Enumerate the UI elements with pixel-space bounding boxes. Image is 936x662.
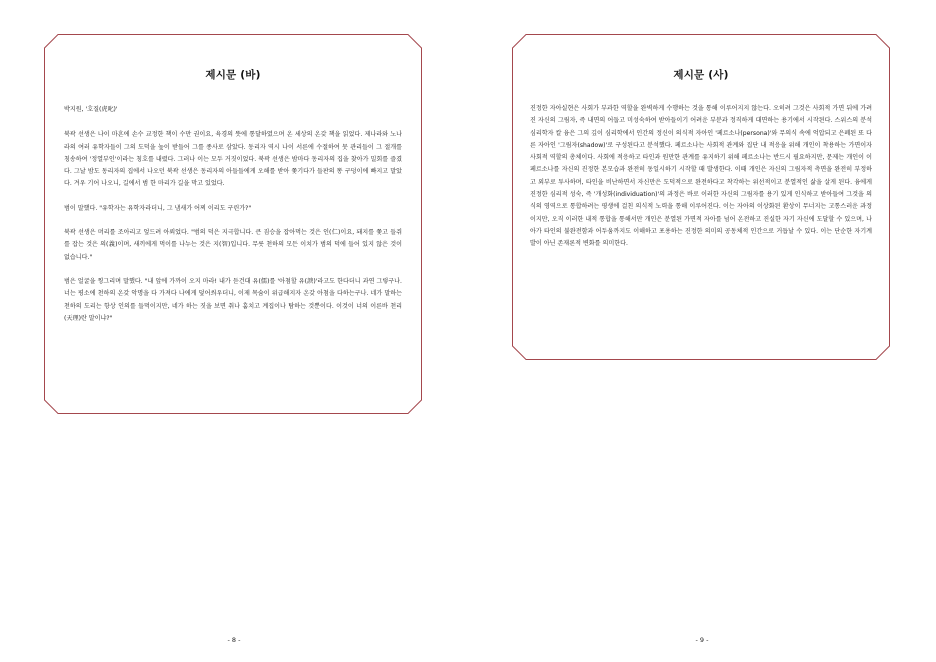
paragraph: 북곽 선생은 머리를 조아리고 엎드려 아뢰었다. "범의 덕은 지극합니다. 큰 짐승을 잡아먹는 것은 인(仁)이요, 돼지를 쫓고 들쥐를 잡는 것은 의(義)이며, 새끼에게 먹이를 나누는 것은 지(智)입니다. 무릇 천하의 모든 이치가 범의 덕에 들어 있지 않은 것이 없습니다." — [64, 229, 402, 261]
paragraph: 범은 얼굴을 찡그리며 말했다. "내 앞에 가까이 오지 마라! 내가 듣건대 유(儒)를 '아첨할 유(諛)'라고도 한다더니 과연 그렇구나. 너는 평소에 천하의 온갖 악명을 다 가져다 나에게 덮어씌우더니, 이제 목숨이 위급해지자 온갖 아첨을 다하는구나. 네가 말하는 천하의 도리는 항상 인의를 들먹이지만, 네가 하는 짓을 보면 취나 훔치고 계집이나 탐하는 것뿐이다. 이것이 너의 이른바 천리(天理)란 말이냐?" — [64, 277, 402, 322]
right-page — [468, 0, 936, 662]
passage-body — [530, 103, 872, 251]
page-number: - 9 - — [695, 636, 709, 644]
paragraph: 진정한 자아실현은 사회가 부과한 역할을 완벽하게 수행하는 것을 통해 이루어지지 않는다. 오히려 그것은 사회적 가면 뒤에 가려진 자신의 그림자, 즉 내면의 어둡고 미성숙하여 받아들이기 어려운 부분과 정직하게 대면하는 용기에서 시작된다. 스위스의 분석심리학자 칼 융은 그의 깊이 심리학에서 인간의 정신이 의식적 자아인 '페르소나(persona)'와 무의식 속에 억압되고 은폐된 또 다른 자아인 '그림자(shadow)'로 구성된다고 분석했다. 페르소나는 사회적 관계와 집단 내 적응을 위해 개인이 착용하는 가면이자 사회적 역할의 총체이다. 사회에 적응하고 타인과 원만한 관계를 유지하기 위해 페르소나는 반드시 필요하지만, 문제는 개인이 이 페르소나를 자신의 진정한 본모습과 완전히 동일시하기 시작할 때 발생한다. 이때 개인은 자신의 그림자적 측면을 완전히 부정하고 외부로 투사하며, 타인을 비난하면서 자신만은 도덕적으로 완전하다고 착각하는 위선적이고 분열적인 삶을 살게 된다. 융에게 진정한 심리적 성숙, 즉 '개성화(individuation)'의 과정은 바로 이러한 자신의 그림자를 용기 있게 인식하고 받아들여 그것을 의식의 영역으로 통합하려는 평생에 걸친 의식적 노력을 통해 이루어진다. 이는 자아의 이상화된 환상이 무너지는 고통스러운 과정이지만, 오직 이러한 내적 통합을 통해서만 개인은 분열된 가면적 자아를 넘어 온전하고 진실한 자기 자신에 도달할 수 있으며, 나아가 타인의 불완전함과 어두움까지도 이해하고 포용하는 진정한 의미의 공동체적 인간으로 거듭날 수 있다. 이는 단순한 자기계발이 아닌 존재론적 변화를 의미한다. — [530, 105, 872, 248]
page-title: 제시문 (사) — [673, 69, 729, 81]
page-title: 제시문 (바) — [205, 69, 261, 81]
passage-card-sa — [512, 34, 890, 360]
passage-card-ba — [44, 34, 422, 414]
paragraph: 범이 말했다. "유학자는 유학자라더니, 그 냄새가 어찌 이리도 구린가?" — [64, 204, 252, 212]
source-line: 박지원, '호질(虎叱)' — [64, 106, 118, 113]
page-number: - 8 - — [227, 636, 241, 644]
paragraph: 북곽 선생은 나이 마흔에 손수 교정한 책이 수만 권이요, 육경의 뜻에 통달하였으며 온 세상의 온갖 책을 읽었다. 제나라와 노나라의 여러 유학자들이 그의 도덕을 높이 받들어 그를 종사로 삼았다. 동리자 역시 나이 서른에 수절하여 뭇 관리들이 그 절개를 칭송하여 '정열부인'이라는 칭호를 내렸다. 그러나 이는 모두 거짓이었다. 북곽 선생은 밤마다 동리자의 집을 찾아가 밀회를 즐겼다. 그날 밤도 동리자의 집에서 나오던 북곽 선생은 동리자의 아들들에게 오해를 받아 쫓기다가 들판의 똥 구덩이에 빠지고 말았다. 겨우 기어 나오니, 길에서 범 한 마리가 길을 막고 있었다. — [64, 131, 402, 188]
passage-body — [64, 104, 402, 325]
